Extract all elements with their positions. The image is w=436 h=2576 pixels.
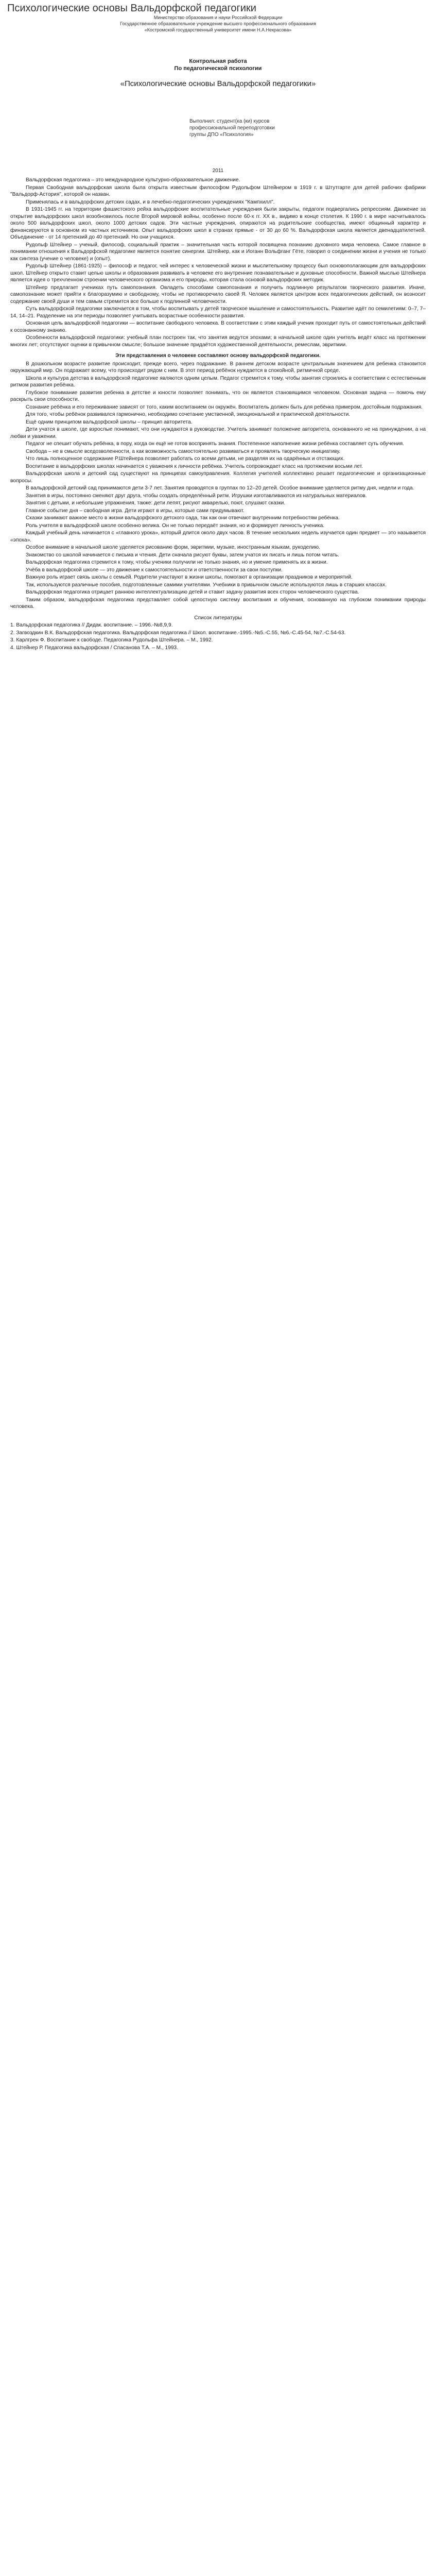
paragraph: Дети учатся в школе, где взрослые понимают, что они нуждаются в руководстве. Учитель занимает положение авторитета, основанного не на принуждении, а на любви и уважении. — [10, 427, 426, 439]
references-list — [10, 622, 426, 651]
paragraph: Глубокое понимание развития ребенка в детстве и юности позволяет понимать, что он является становящимся человеком. Основная задача — помочь ему раскрыть свои способности. — [10, 389, 426, 402]
paragraph: Вальдорфская школа и детский сад существуют на принципах самоуправления. Коллегия учителей коллективно решает педагогические и организационные вопросы. — [10, 471, 426, 484]
literature-heading: Список литературы — [194, 615, 242, 621]
paragraph: Главное событие дня – свободная игра. Дети играют в игры, которые сами придумывают. — [26, 507, 245, 514]
paragraphs-part-2 — [10, 361, 426, 566]
paragraph: Для того, чтобы ребёнок развивался гармонично, необходимо сочетание умственной, эмоциональной и практической деятельности. — [26, 412, 351, 417]
paragraph: Учёба в вальдорфской школе — это движение к самостоятельности и ответственности за свои поступки. — [26, 567, 283, 573]
paragraph: В дошкольном возрасте развитие происходит, прежде всего, через подражание. В раннем детском возрасте центральным значением для ребенка становится окружающий мир. Он подражает всему, что происходит рядом с ним. В этот период ребёнок нуждается в спокойной, ритмичной среде. — [10, 361, 426, 374]
reference-item: 3. Карлгрен Ф. Воспитание к свободе. Педагогика Рудольфа Штейнера. – М., 1992. — [10, 637, 213, 643]
paragraph: Воспитание в вальдорфских школах начинается с уважения к личности ребёнка. Учитель сопровождает класс на протяжении восьми лет. — [26, 463, 363, 469]
report-label: Контрольная работа — [189, 58, 247, 64]
paragraph: Так, используются различные пособия, подготовленные самими учителями. Учебники в привычном смысле используются лишь в старших классах. — [26, 582, 387, 588]
year: 2011 — [212, 168, 224, 174]
paragraph: Занятия с детьми, и небольшие упражнения, также: дети лепят, рисуют акварелью, поют, слушают сказки. — [26, 500, 286, 506]
paragraph: Таким образом, вальдорфская педагогика представляет собой целостную систему воспитания и обучения, основанную на глубоком понимании природы человека. — [10, 597, 426, 609]
document-header — [0, 0, 436, 33]
paragraph: Штейнер предлагает учениках путь самопознания. Овладеть способами самопознания и получить подлинную результатом творческого развития. Иначе, самопознание может прийти к благоразумию и свободному, чтобы не противоречило своей Я. Человек является центром всех педагогических действий, он возносит содержание своей души и тем самым стремится все больше к подлинной человечности. — [10, 284, 426, 304]
paragraph: Свобода – не в смысле вседозволенности, а как возможность самостоятельно развиваться и проявлять творческую инициативу. — [26, 448, 341, 454]
paragraph: В 1931-1945 гг. на территории фашистского рейха вальдорфские воспитательные учреждения были закрыты, педагоги подвергались репрессиям. Движение за открытие вальдорфских школ возобновилось после Второй мировой войны, особенно после 60-х гг. XX в., видимо в конце столетия. К 1990 г. в мире насчитывалось около 500 вальдорфских школ, около 1000 детских садов. Эти частные учреждения, опираются на родительские сообщества, имеют общинный характер и финансируются в основном из частных источников. Опыт вальдорфских школ в странах прямые - от 30 до 60 %. Вальдорфская школа является двенадцатилетней. Объединение - от 14 претензий до 40 претензий. Но они учащихся. — [10, 207, 426, 240]
paragraph: Важную роль играет связь школы с семьёй. Родители участвуют в жизни школы, помогают в организации праздников и мероприятий. — [26, 574, 353, 580]
paragraph: Роль учителя в вальдорфской школе особенно велика. Он не только передаёт знания, но и формирует личность ученика. — [26, 522, 325, 529]
author-line-3: группы ДПО «Психология» — [189, 132, 254, 138]
paragraph: Сказки занимают важное место в жизни вальдорфского детского сада, так как они отвечают внутренним потребностям ребёнка. — [26, 515, 340, 521]
report-title: «Психологические основы Вальдорфской педагогики» — [120, 79, 316, 88]
paragraph: Первая Свободная вальдорфская школа была открыта известным философом Рудольфом Штейнером в 1919 г. в Штутгарте для детей рабочих фабрики "Вальдорф-Астория", которой он назван. — [10, 184, 426, 197]
university-line: «Костромской государственный университет имени Н.А.Некрасова» — [144, 27, 292, 32]
page-title: Психологические основы Вальдорфской педагогики — [7, 3, 256, 14]
reference-item: 4. Штейнер Р. Педагогика вальдорфская / Спасанова Т.А. – М., 1993. — [10, 645, 179, 651]
paragraphs-part-3 — [10, 567, 426, 611]
author-line-2: профессиональной переподготовки — [189, 125, 275, 131]
paragraph: Сознание ребёнка и его переживание зависят от того, каким воспитанием он окружён. Воспитатель должен быть для ребёнка примером, достойным подражания. — [26, 404, 423, 410]
paragraphs-part-1 — [10, 177, 426, 348]
section-heading: Эти представления о человеке составляют основу вальдорфской педагогики. — [115, 353, 321, 359]
paragraph: Основная цель вальдорфской педагогики — воспитание свободного человека. В соответствии с этим каждый ученик проходит путь от самостоятельных действий к осознанному знанию. — [10, 320, 426, 333]
paragraph: Занятия в игры, постоянно сменяют друг друга, чтобы создать определённый ритм. Игрушки изготавливаются из натуральных материалов. — [26, 493, 367, 499]
paragraph: Особенности вальдорфской педагогики: учебный план построен так, что занятия ведутся эпохами; в начальной школе один учитель ведёт класс на протяжении многих лет; отсутствуют оценки в привычном смысле; большое значение придаётся художественной деятельности, ремеслам, эвритмии. — [10, 335, 426, 348]
paragraph: Вальдорфская педагогика отрицает раннюю интеллектуализацию детей и ставит задачу развития всех сторон человеческого существа. — [26, 589, 359, 595]
report-subject: По педагогической психологии — [174, 65, 262, 72]
ministry-line: Министерство образования и науки Российской Федерации — [153, 15, 283, 20]
institution-line: Государственное образовательное учреждение высшего профессионального образования — [120, 21, 316, 26]
report-heading — [0, 58, 436, 72]
paragraph: Вальдорфская педагогика – это международное культурно-образовательное движение. — [26, 177, 240, 183]
author-block — [189, 118, 436, 138]
paragraph: Каждый учебный день начинается с «главного урока», который длится около двух часов. В течение нескольких недель изучается один предмет — это называется «эпоха». — [10, 530, 426, 543]
paragraph: Ещё одним принципом вальдорфской школы – принцип авторитета. — [26, 419, 193, 425]
reference-item: 2. Загвоздкин В.К. Вальдорфская педагогика. Вальдорфская педагогика // Школ. воспитание.-1995.-№5.-С.55, №6.-С.45-54, №7.-С.54-63. — [10, 630, 346, 636]
document-body — [0, 174, 436, 651]
paragraph: Особое внимание в начальной школе уделяется рисованию форм, эвритмии, музыке, иностранным языкам, рукоделию. — [26, 545, 320, 550]
paragraph: Педагог не спешит обучать ребёнка, в пору, когда он ещё не готов воспринять знания. Постепенное наполнение жизни ребёнка составляет суть обучения. — [26, 441, 404, 447]
paragraph: Суть вальдорфской педагогики заключается в том, чтобы воспитывать у детей творческое мышление и самостоятельность. Развитие идёт по семилетиям: 0–7, 7–14, 14–21. Разделение на эти периоды позволяет учитывать возрастные особенности развития. — [10, 306, 426, 319]
author-line-1: Выполнил: студент(ка (ки) курсов — [189, 118, 270, 124]
paragraph: Школа и культура детства в вальдорфской педагогике являются одним целым. Педагог стремится к тому, чтобы занятия строились в соответствии с естественным ритмом развития ребёнка. — [10, 375, 426, 388]
paragraph: В вальдорфской детский сад принимаются дети 3-7 лет. Занятия проводятся в группах по 12–20 детей. Особое внимание уделяется ритму дня, недели и года. — [26, 485, 414, 491]
institution-block — [7, 14, 429, 33]
paragraph: Что лишь полноценное содержание Р.Штейнера позволяет работать со всеми детьми, не разделяя их на одарённых и отстающих. — [26, 456, 345, 462]
paragraph: Вальдорфская педагогика стремится к тому, чтобы ученики получили не только знания, но и умение применять их в жизни. — [26, 560, 328, 565]
paragraph: Применялась и в вальдорфских детских садах, и в лечебно-педагогических учреждениях "Кампхилл". — [26, 199, 275, 205]
paragraph: Рудольф Штейнер – ученый, философ, социальный практик – значительная часть которой посвящена познанию духовного мира человека. Самое главное в понимании отношения к Вальдорфской педагогике является понятие синергии. Штейнер, как и Иоганн Вольфганг Гёте, говорил о соединении жизни и учения не только как синтеза (учение о человеке) и (опыт). — [10, 242, 426, 262]
paragraph: Рудольф Штейнер (1861-1925) – философ и педагог, чей интерес к человеческой жизни и мыслительному процессу был основополагающим для вальдорфских школ. Штейнер открыто ставит целью школы и образования развивать в человеке его внутренние познавательные и духовные способности. Важной мыслью Штейнера является идея о трехчленном строении человеческого организма и его природы, которая стала основой вальдорфских методик. — [10, 263, 426, 283]
paragraph: Знакомство со школой начинается с письма и чтения. Дети сначала рисуют буквы, затем учатся их писать и лишь потом читать. — [26, 552, 340, 558]
reference-item: 1. Вальдорфская педагогика // Дидак. воспитание. – 1996.-№8,9,9. — [10, 622, 173, 628]
